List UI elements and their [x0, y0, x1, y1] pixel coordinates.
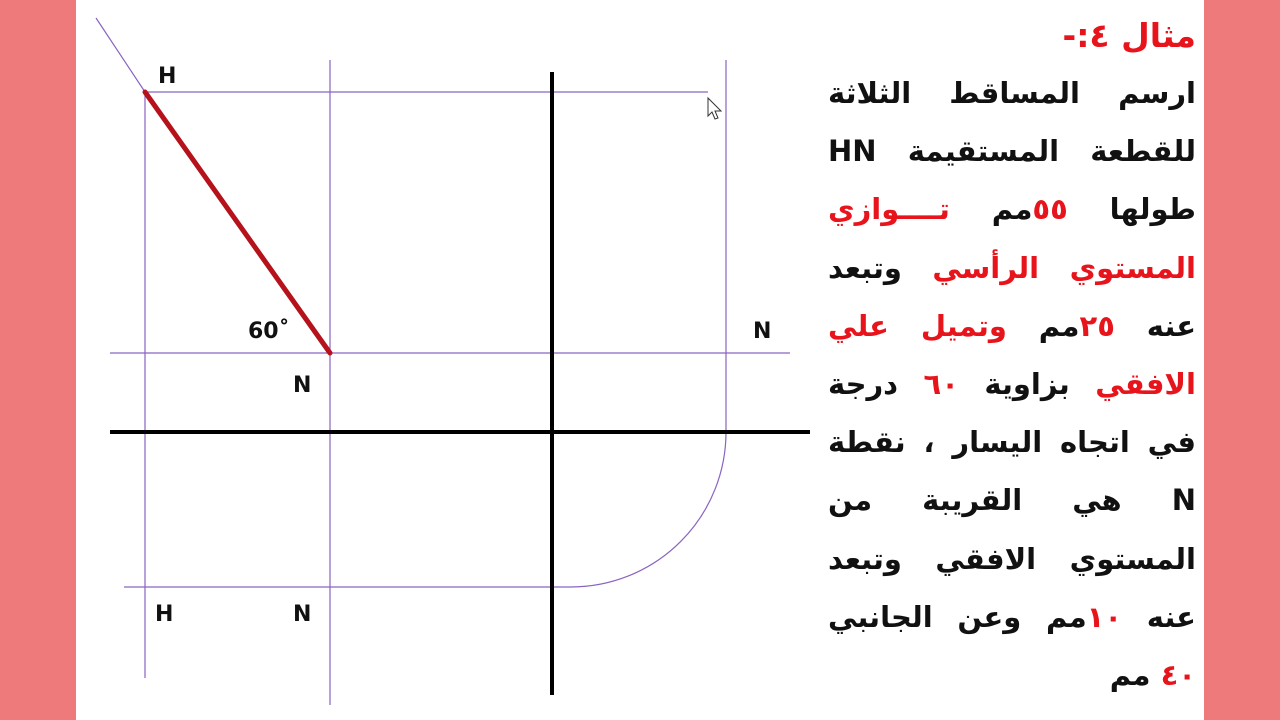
statement-text: مم: [949, 192, 1033, 227]
statement-text: درجة في اتجاه اليسار ، نقطة N هي القريبة من المستوي الافقي وتبعد عنه: [828, 367, 1196, 634]
mouse-cursor-icon: [708, 98, 721, 119]
statement-text: مم: [1109, 658, 1161, 693]
label-top-h: H: [155, 602, 174, 627]
label-side-n: N: [753, 319, 772, 344]
label-top-n: N: [293, 602, 312, 627]
highlighted-text: وتميل علي الافقي: [828, 308, 1196, 402]
label-angle: 60˚: [248, 319, 290, 344]
highlighted-text: ٦٠: [923, 367, 959, 402]
segment-hn-front-view: [145, 92, 330, 353]
problem-statement: [828, 64, 1196, 704]
transfer-arc: [571, 432, 726, 587]
problem-text-panel: [828, 14, 1196, 704]
highlighted-text: ٥٥: [1032, 192, 1068, 227]
statement-text: بزاوية: [958, 367, 1096, 402]
label-front-h: H: [158, 64, 177, 89]
statement-text: مم وعن الجانبي: [828, 599, 1087, 634]
example-title: مثال ٤:-: [1062, 16, 1196, 55]
highlighted-text: ٤٠: [1160, 658, 1196, 693]
highlighted-text: ١٠: [1086, 599, 1123, 634]
statement-text: وتبعد عنه: [828, 250, 1196, 343]
highlighted-text: تــــوازي المستوي الرأسي: [828, 192, 1196, 285]
label-front-n: N: [293, 373, 312, 398]
highlighted-text: ٢٥: [1079, 308, 1115, 343]
projection-drawing: [76, 0, 816, 720]
statement-text: مم: [1006, 308, 1080, 343]
statement-text: ارسم المساقط الثلاثة للقطعة المستقيمة HN طولها: [828, 76, 1196, 227]
slide-page: [76, 0, 1204, 720]
ext-line-h-diagonal: [96, 18, 145, 92]
